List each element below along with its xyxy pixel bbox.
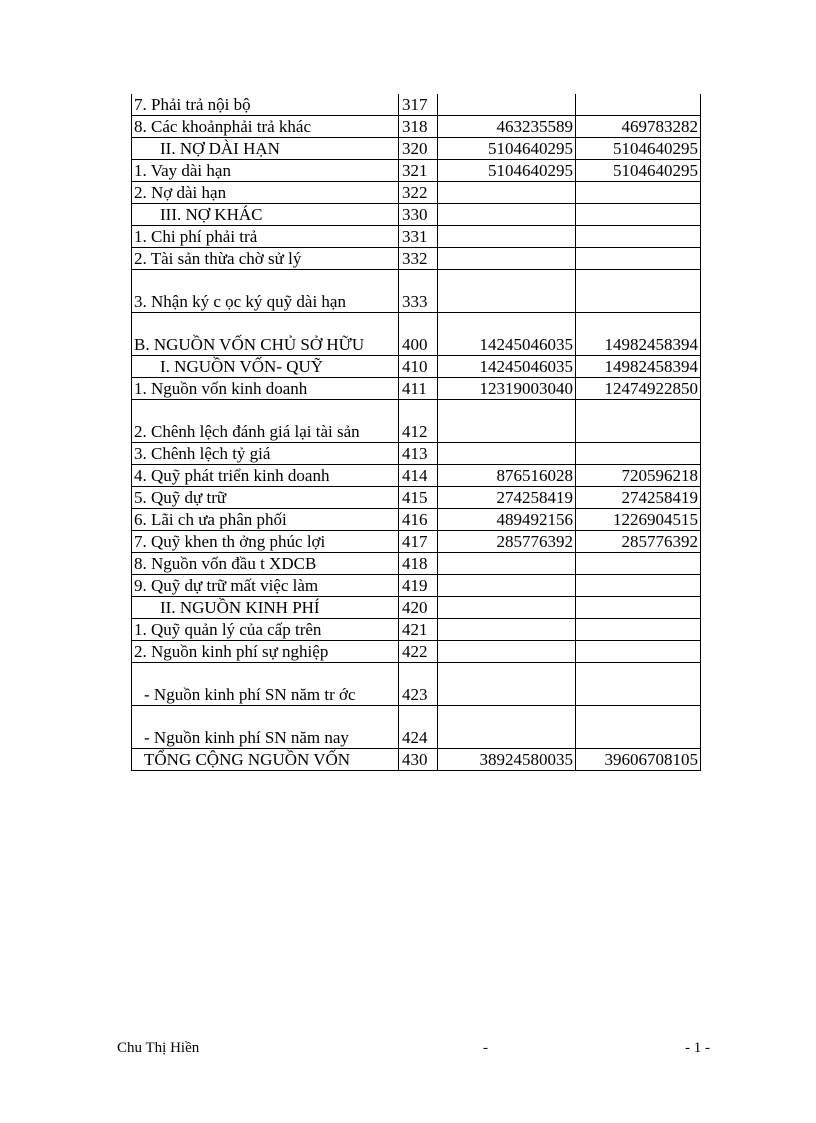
row-value-start: [438, 575, 576, 597]
table-row: [132, 641, 701, 663]
row-code: 332: [399, 248, 438, 270]
row-value-end: [576, 270, 701, 313]
table-row: [132, 248, 701, 270]
row-label: 1. Nguồn vốn kinh doanh: [132, 378, 399, 400]
row-code: 412: [399, 400, 438, 443]
row-value-start: [438, 597, 576, 619]
row-value-end: 5104640295: [576, 138, 701, 160]
row-value-end: 12474922850: [576, 378, 701, 400]
row-code: 416: [399, 509, 438, 531]
row-code: 410: [399, 356, 438, 378]
row-code: 414: [399, 465, 438, 487]
row-value-start: [438, 270, 576, 313]
row-label: 3. Nhận ký c ọc ký quỹ dài hạn: [132, 270, 399, 313]
row-label: 2. Nguồn kinh phí sự nghiệp: [132, 641, 399, 663]
table-row: [132, 204, 701, 226]
row-value-end: [576, 443, 701, 465]
row-value-end: [576, 597, 701, 619]
footer-author: Chu Thị Hiền: [117, 1040, 200, 1056]
table-row: [132, 378, 701, 400]
row-label: 7. Quỹ khen th ởng phúc lợi: [132, 531, 399, 553]
row-label: 4. Quỹ phát triển kinh doanh: [132, 465, 399, 487]
row-code: 400: [399, 313, 438, 356]
table-row: [132, 182, 701, 204]
row-label: 9. Quỹ dự trữ mất việc làm: [132, 575, 399, 597]
row-label: 2. Nợ dài hạn: [132, 182, 399, 204]
row-label: 1. Quỹ quản lý của cấp trên: [132, 619, 399, 641]
balance-sheet-body: [132, 94, 701, 771]
row-value-end: [576, 619, 701, 641]
table-row: [132, 160, 701, 182]
row-label: 1. Chi phí phải trả: [132, 226, 399, 248]
table-row: [132, 270, 701, 313]
row-label: 8. Nguồn vốn đầu t XDCB: [132, 553, 399, 575]
row-value-start: 5104640295: [438, 138, 576, 160]
row-label: 2. Chênh lệch đánh giá lại tài sản: [132, 400, 399, 443]
table-row: [132, 116, 701, 138]
row-code: 318: [399, 116, 438, 138]
table-row: [132, 443, 701, 465]
row-value-end: 5104640295: [576, 160, 701, 182]
row-label: - Nguồn kinh phí SN năm tr ớc: [132, 663, 399, 706]
row-code: 331: [399, 226, 438, 248]
row-code: 330: [399, 204, 438, 226]
row-code: 333: [399, 270, 438, 313]
row-code: 419: [399, 575, 438, 597]
row-value-start: [438, 706, 576, 749]
row-value-end: 469783282: [576, 116, 701, 138]
row-code: 322: [399, 182, 438, 204]
row-code: 321: [399, 160, 438, 182]
row-value-start: [438, 248, 576, 270]
row-value-start: [438, 553, 576, 575]
row-code: 415: [399, 487, 438, 509]
row-label: 2. Tài sản thừa chờ sử lý: [132, 248, 399, 270]
row-code: 424: [399, 706, 438, 749]
row-value-end: 274258419: [576, 487, 701, 509]
row-value-end: 285776392: [576, 531, 701, 553]
table-row: [132, 663, 701, 706]
row-value-end: [576, 248, 701, 270]
row-value-end: [576, 706, 701, 749]
table-row: [132, 138, 701, 160]
row-value-end: [576, 641, 701, 663]
row-value-start: 463235589: [438, 116, 576, 138]
row-label: - Nguồn kinh phí SN năm nay: [132, 706, 399, 749]
footer-separator: -: [483, 1040, 488, 1056]
row-code: 413: [399, 443, 438, 465]
table-row: [132, 509, 701, 531]
row-value-start: [438, 619, 576, 641]
row-label: 8. Các khoảnphải trả khác: [132, 116, 399, 138]
table-row: [132, 313, 701, 356]
row-value-end: 14982458394: [576, 313, 701, 356]
row-value-start: [438, 443, 576, 465]
row-value-start: 274258419: [438, 487, 576, 509]
row-code: 423: [399, 663, 438, 706]
row-code: 320: [399, 138, 438, 160]
row-label: B. NGUỒN VỐN CHỦ SỞ HỮU: [132, 313, 399, 356]
row-value-start: 14245046035: [438, 356, 576, 378]
row-value-end: [576, 663, 701, 706]
row-label: III. NỢ KHÁC: [132, 204, 399, 226]
row-label: II. NGUỒN KINH PHÍ: [132, 597, 399, 619]
row-value-start: 285776392: [438, 531, 576, 553]
row-value-start: 38924580035: [438, 749, 576, 771]
row-label: 7. Phải trả nội bộ: [132, 94, 399, 116]
row-value-end: [576, 204, 701, 226]
row-value-start: [438, 663, 576, 706]
row-label: TỔNG CỘNG NGUỒN VỐN: [132, 749, 399, 771]
row-value-end: [576, 94, 701, 116]
row-code: 418: [399, 553, 438, 575]
table-row: [132, 597, 701, 619]
table-row: [132, 749, 701, 771]
row-value-end: 39606708105: [576, 749, 701, 771]
row-value-end: [576, 182, 701, 204]
row-value-start: [438, 400, 576, 443]
row-code: 422: [399, 641, 438, 663]
row-value-end: 14982458394: [576, 356, 701, 378]
row-code: 421: [399, 619, 438, 641]
row-value-end: [576, 575, 701, 597]
table-row: [132, 94, 701, 116]
row-value-end: [576, 400, 701, 443]
table-row: [132, 465, 701, 487]
table-row: [132, 553, 701, 575]
row-value-end: 720596218: [576, 465, 701, 487]
row-code: 411: [399, 378, 438, 400]
row-label: 1. Vay dài hạn: [132, 160, 399, 182]
row-label: 3. Chênh lệch tỷ giá: [132, 443, 399, 465]
row-code: 417: [399, 531, 438, 553]
table-row: [132, 531, 701, 553]
row-value-end: [576, 553, 701, 575]
row-value-start: [438, 641, 576, 663]
row-label: II. NỢ DÀI HẠN: [132, 138, 399, 160]
table-row: [132, 706, 701, 749]
row-label: I. NGUỒN VỐN- QUỸ: [132, 356, 399, 378]
table-row: [132, 487, 701, 509]
row-value-start: [438, 94, 576, 116]
row-value-start: 12319003040: [438, 378, 576, 400]
row-value-end: 1226904515: [576, 509, 701, 531]
table-row: [132, 356, 701, 378]
row-code: 430: [399, 749, 438, 771]
row-value-start: [438, 182, 576, 204]
row-value-start: 5104640295: [438, 160, 576, 182]
table-row: [132, 619, 701, 641]
row-value-start: [438, 204, 576, 226]
row-value-start: 876516028: [438, 465, 576, 487]
balance-sheet-table: [131, 94, 701, 771]
table-row: [132, 400, 701, 443]
row-value-end: [576, 226, 701, 248]
row-value-start: 14245046035: [438, 313, 576, 356]
row-code: 420: [399, 597, 438, 619]
row-value-start: 489492156: [438, 509, 576, 531]
table-row: [132, 575, 701, 597]
page-number: - 1 -: [685, 1040, 710, 1056]
page-footer: [117, 1040, 710, 1060]
row-label: 5. Quỹ dự trữ: [132, 487, 399, 509]
row-label: 6. Lãi ch ưa phân phối: [132, 509, 399, 531]
row-code: 317: [399, 94, 438, 116]
table-row: [132, 226, 701, 248]
row-value-start: [438, 226, 576, 248]
